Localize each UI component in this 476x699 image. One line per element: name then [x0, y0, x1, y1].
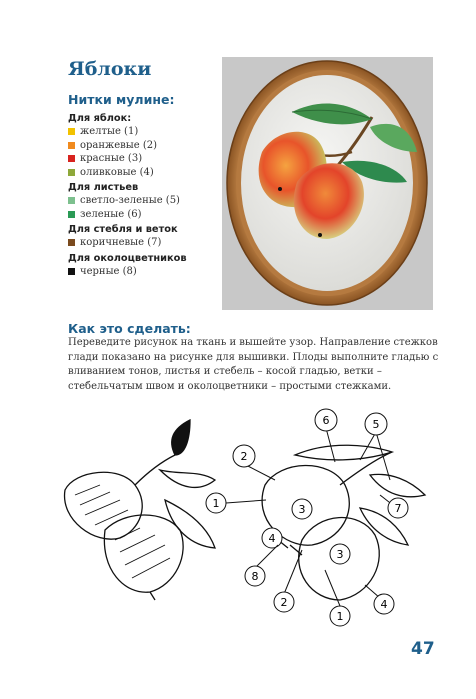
callout-number: 2 [280, 596, 288, 609]
stitch-direction-drawing [65, 420, 215, 600]
legend-item-label: желтые (1) [80, 126, 139, 137]
legend-item-label: светло-зеленые (5) [80, 195, 180, 206]
callout [262, 528, 282, 548]
legend-item-label: оранжевые (2) [80, 139, 158, 151]
callout [292, 499, 312, 519]
legend-item [68, 139, 238, 153]
callout-number: 1 [212, 497, 220, 510]
callout-number: 3 [336, 548, 344, 561]
legend-group-title: Для листьев [68, 182, 139, 193]
legend-item-label: коричневые (7) [80, 237, 162, 248]
swatch-brown [68, 239, 75, 246]
callout-number: 3 [298, 503, 306, 516]
callout-number: 4 [268, 532, 276, 545]
legend-group-title: Для яблок: [68, 113, 132, 124]
callout-number: 4 [380, 598, 388, 611]
callout-number: 6 [322, 414, 330, 427]
legend-item-label: красные (3) [80, 153, 143, 164]
callout-number: 2 [240, 450, 248, 463]
callout-number: 7 [394, 502, 402, 515]
callout [274, 550, 302, 612]
swatch-red [68, 155, 75, 162]
legend-item [68, 208, 238, 222]
swatch-black [68, 268, 75, 275]
legend-item [68, 152, 238, 166]
legend-group-title: Для околоцветников [68, 252, 187, 264]
legend-item [68, 125, 238, 139]
callout [245, 545, 278, 586]
legend-item-label: зеленые (6) [80, 208, 142, 220]
legend-item [68, 265, 238, 279]
legend-item [68, 166, 238, 180]
legend-item [68, 236, 238, 250]
instructions-text: Переведите рисунок на ткань и вышейте узор. Направление стежков глади показано на рисунке для вышивки. Плоды выполните гладью с вливанием тонов, листья и стебель – косой гладью, ветки – стебельчатым швом и околоцветники – простыми стежками. [68, 337, 439, 392]
swatch-green [68, 211, 75, 218]
legend-item-label: оливковые (4) [80, 166, 154, 178]
callout [233, 445, 275, 480]
legend-item-label: черные (8) [80, 265, 137, 277]
swatch-yellow [68, 128, 75, 135]
threads-heading: Нитки мулине: [68, 92, 175, 107]
swatch-orange [68, 142, 75, 149]
callout-number: 1 [336, 610, 344, 623]
legend-item [68, 194, 238, 208]
callout [380, 495, 408, 518]
callout [315, 409, 337, 462]
howto-heading: Как это сделать: [68, 321, 191, 336]
callout [330, 544, 350, 564]
thread-legend [68, 110, 238, 278]
legend-group-title: Для стебля и веток [68, 224, 178, 235]
callout [365, 585, 394, 614]
pattern-diagrams [40, 400, 440, 640]
swatch-olive [68, 169, 75, 176]
embroidery-photo [222, 57, 433, 310]
swatch-light-green [68, 197, 75, 204]
numbered-pattern-drawing [262, 445, 425, 600]
page-number: 47 [411, 639, 435, 659]
callout [206, 493, 266, 513]
callout-number: 8 [251, 570, 259, 583]
page-title: Яблоки [68, 58, 152, 80]
callout-number: 5 [372, 418, 380, 431]
embroidery-photo-panel [222, 57, 433, 310]
